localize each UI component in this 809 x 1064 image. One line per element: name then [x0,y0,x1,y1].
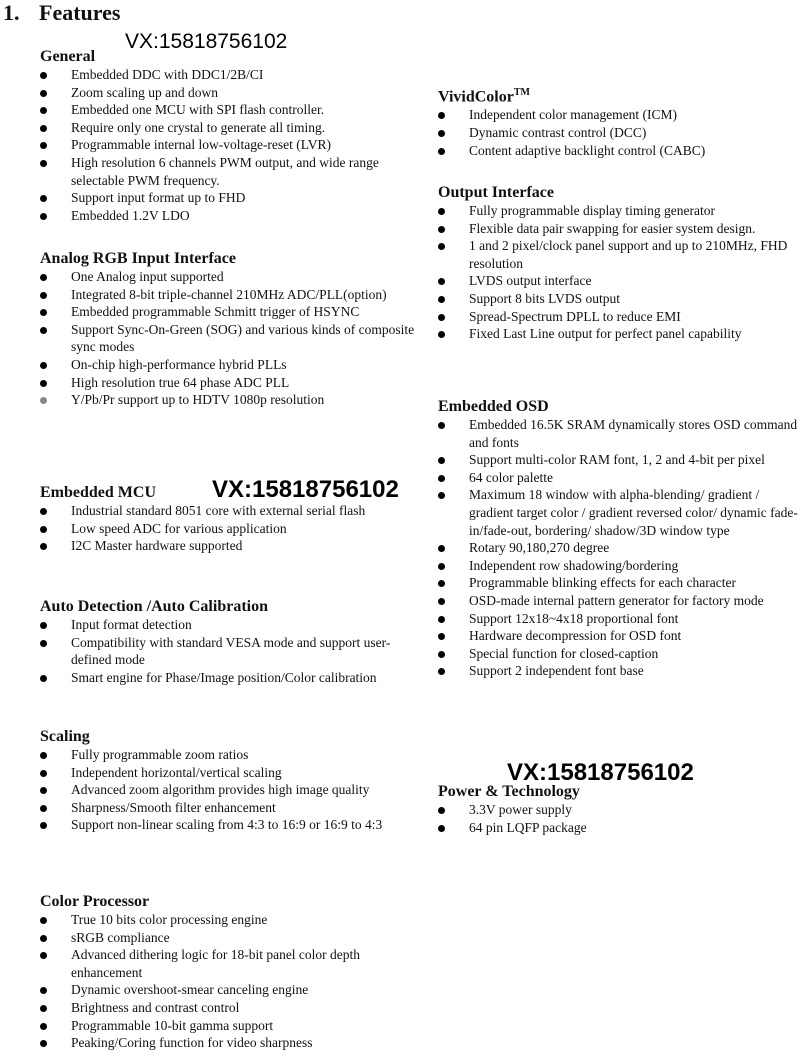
list-item [40,669,415,687]
list-item-text: OSD-made internal pattern generator for factory mode [469,592,764,608]
left-section-2 [40,250,415,409]
list-item [40,154,415,189]
left-section-6 [40,893,415,1052]
trademark-sup: TM [513,87,530,98]
bullet-icon [438,112,445,119]
list-item-text: Advanced dithering logic for 18-bit panel color depth enhancement [71,947,361,980]
list-item-text: Dynamic overshoot-smear canceling engine [71,982,309,998]
list-item [40,84,415,102]
list-item [40,981,415,999]
bullet-icon [40,770,47,777]
list-item-text: Support 8 bits LVDS output [469,290,621,306]
bullet-icon [40,107,47,114]
bullet-icon [438,208,445,215]
bullet-list [438,202,798,343]
list-item-text: Smart engine for Phase/Image position/Color calibration [71,669,377,685]
section-heading: Power & Technology [438,783,580,800]
right-section-1 [438,84,798,159]
list-item [438,610,798,628]
bullet-icon [40,274,47,281]
left-section-4 [40,598,415,686]
list-item-text: Support 2 independent font base [469,663,644,679]
bullet-icon [438,130,445,137]
bullet-list [40,746,415,834]
bullet-icon [40,640,47,647]
watermark: VX:15818756102 [212,476,399,503]
bullet-icon [40,160,47,167]
list-item-text: Brightness and contrast control [71,999,240,1015]
list-item-text: Input format detection [71,617,192,632]
bullet-icon [438,331,445,338]
bullet-icon [40,935,47,942]
list-item-text: I2C Master hardware supported [71,538,243,554]
bullet-icon [438,475,445,482]
list-item [40,356,415,374]
bullet-icon [438,616,445,623]
bullet-icon [40,508,47,515]
list-item [40,929,415,947]
list-item [40,374,415,392]
bullet-icon [40,675,47,682]
section-heading: Scaling [40,728,90,745]
section-heading: Output Interface [438,184,554,201]
bullet-icon [438,457,445,464]
list-item [40,303,415,321]
bullet-icon [438,492,445,499]
bullet-icon [40,543,47,550]
bullet-icon [438,148,445,155]
bullet-list [438,416,798,680]
bullet-icon [438,545,445,552]
list-item-text: Independent row shadowing/bordering [469,557,679,573]
left-section-3 [40,484,415,555]
list-item [438,592,798,610]
list-item [40,816,415,834]
list-item [40,616,415,634]
bullet-icon [438,278,445,285]
list-item [438,106,798,124]
list-item [40,911,415,929]
bullet-icon [40,526,47,533]
list-item [40,66,415,84]
list-item-text: One Analog input supported [71,269,224,284]
list-item-text: Require only one crystal to generate all timing. [71,119,326,135]
list-item-text: Special function for closed-caption [469,645,659,661]
list-item [40,946,415,981]
list-item-text: Maximum 18 window with alpha-blending/ gradient / gradient target color / gradient reversed color/ dynamic fade-in/fade-out, bordering/ shadow/3D window type [469,487,798,538]
list-item-text: Rotary 90,180,270 degree [469,540,610,556]
list-item [40,189,415,207]
section-heading: General [40,48,96,65]
list-item [40,1034,415,1052]
list-item [438,308,798,326]
bullet-icon [40,327,47,334]
bullet-icon [40,362,47,369]
list-item [438,539,798,557]
list-item-text: Dynamic contrast control (DCC) [469,124,647,140]
list-item-text: Fully programmable zoom ratios [71,747,249,762]
bullet-icon [40,952,47,959]
bullet-icon [40,1023,47,1030]
section-number: 1. [3,0,20,25]
list-item [438,469,798,487]
bullet-icon [438,598,445,605]
list-item-text: sRGB compliance [71,929,170,945]
watermark: VX:15818756102 [507,759,694,786]
list-item [40,746,415,764]
bullet-icon [40,1005,47,1012]
list-item [40,634,415,669]
list-item [438,202,798,220]
list-item-text: 64 color palette [469,469,553,485]
bullet-list [40,616,415,686]
list-item-text: Support Sync-On-Green (SOG) and various kinds of composite sync modes [71,321,415,355]
list-item-text: Embedded programmable Schmitt trigger of HSYNC [71,304,360,320]
list-item-text: 64 pin LQFP package [469,819,587,835]
list-item-text: Advanced zoom algorithm provides high image quality [71,782,370,798]
list-item-text: Content adaptive backlight control (CABC) [469,142,706,158]
list-item-text: Zoom scaling up and down [71,84,218,100]
list-item [438,272,798,290]
page-title [3,0,120,26]
bullet-icon [438,825,445,832]
list-item-text: Independent color management (ICM) [469,107,678,123]
list-item-text: Compatibility with standard VESA mode and support user-defined mode [71,634,391,668]
list-item [438,801,798,819]
list-item-text: Programmable 10-bit gamma support [71,1017,274,1033]
bullet-list [40,911,415,1052]
list-item [40,286,415,304]
bullet-icon [40,213,47,220]
bullet-icon [40,805,47,812]
list-item-text: True 10 bits color processing engine [71,912,268,927]
list-item [40,321,415,356]
list-item [40,799,415,817]
list-item [40,101,415,119]
right-section-2 [438,184,798,343]
section-heading: Analog RGB Input Interface [40,250,237,267]
list-item-text: Fully programmable display timing generator [469,203,715,218]
list-item-text: Integrated 8-bit triple-channel 210MHz ADC/PLL(option) [71,286,387,302]
bullet-icon [40,142,47,149]
bullet-icon [40,195,47,202]
bullet-icon [40,917,47,924]
list-item [438,486,798,539]
list-item [438,645,798,663]
list-item [438,124,798,142]
list-item-text: 1 and 2 pixel/clock panel support and up to 210MHz, FHD resolution [469,238,788,271]
list-item [438,220,798,238]
section-heading: Auto Detection /Auto Calibration [40,598,268,615]
section-heading: VividColor™ [438,87,530,106]
bullet-icon [438,563,445,570]
list-item [40,502,415,520]
list-item-text: Flexible data pair swapping for easier system design. [469,220,756,236]
list-item-text: Support 12x18~4x18 proportional font [469,610,679,626]
list-item [438,142,798,160]
list-item-text: High resolution 6 channels PWM output, and wide range selectable PWM frequency. [71,154,379,188]
list-item-text: High resolution true 64 phase ADC PLL [71,374,290,390]
section-heading: Embedded OSD [438,398,549,415]
list-item [40,520,415,538]
left-section-5 [40,728,415,834]
list-item-text: Embedded one MCU with SPI flash controller. [71,102,325,118]
bullet-icon [438,633,445,640]
bullet-icon [438,580,445,587]
list-item [40,781,415,799]
list-item [438,574,798,592]
list-item [438,627,798,645]
list-item-text: Sharpness/Smooth filter enhancement [71,799,276,815]
bullet-icon [40,1040,47,1047]
list-item-text: LVDS output interface [469,273,592,289]
bullet-icon [40,397,47,404]
list-item [40,119,415,137]
bullet-icon [40,125,47,132]
list-item [40,1017,415,1035]
list-item [438,557,798,575]
left-section-1 [40,48,415,224]
bullet-icon [40,987,47,994]
bullet-list [438,106,798,159]
bullet-icon [438,668,445,675]
right-section-4 [438,783,798,836]
list-item [438,662,798,680]
list-item-text: On-chip high-performance hybrid PLLs [71,356,287,372]
list-item-text: Industrial standard 8051 core with external serial flash [71,503,366,518]
list-item [40,391,415,409]
bullet-icon [40,752,47,759]
list-item [40,999,415,1017]
list-item-text: Embedded 1.2V LDO [71,207,190,223]
list-item [40,764,415,782]
list-item [40,207,415,225]
list-item-text: Peaking/Coring function for video sharpness [71,1035,313,1051]
list-item [438,416,798,451]
section-title: Features [39,0,121,25]
list-item [40,136,415,154]
list-item [438,290,798,308]
list-item [438,237,798,272]
section-heading: Embedded MCU [40,484,157,501]
list-item-text: Support multi-color RAM font, 1, 2 and 4-bit per pixel [469,452,765,468]
list-item-text: Programmable internal low-voltage-reset (LVR) [71,137,332,153]
bullet-icon [438,314,445,321]
list-item [438,325,798,343]
right-section-3 [438,398,798,680]
bullet-icon [40,622,47,629]
list-item-text: Spread-Spectrum DPLL to reduce EMI [469,308,681,324]
list-item-text: Hardware decompression for OSD font [469,628,682,644]
bullet-icon [438,651,445,658]
bullet-icon [438,226,445,233]
list-item-text: Y/Pb/Pr support up to HDTV 1080p resolution [71,392,325,408]
list-item [40,268,415,286]
bullet-icon [40,292,47,299]
bullet-list [438,801,798,836]
bullet-icon [438,422,445,429]
bullet-list [40,66,415,224]
bullet-icon [40,90,47,97]
bullet-icon [40,787,47,794]
bullet-icon [438,807,445,814]
list-item-text: Support non-linear scaling from 4:3 to 16:9 or 16:9 to 4:3 [71,817,383,833]
list-item-text: Embedded 16.5K SRAM dynamically stores OSD command and fonts [469,417,798,450]
bullet-icon [40,822,47,829]
section-heading: Color Processor [40,893,150,910]
list-item-text: 3.3V power supply [469,802,572,817]
bullet-list [40,502,415,555]
list-item-text: Programmable blinking effects for each character [469,575,737,591]
bullet-icon [438,296,445,303]
list-item-text: Low speed ADC for various application [71,520,287,536]
bullet-icon [40,309,47,316]
list-item-text: Support input format up to FHD [71,190,246,206]
list-item [438,819,798,837]
list-item-text: Embedded DDC with DDC1/2B/CI [71,67,264,82]
bullet-list [40,268,415,409]
list-item [438,451,798,469]
bullet-icon [40,380,47,387]
watermark: VX:15818756102 [125,30,288,53]
bullet-icon [438,243,445,250]
list-item-text: Fixed Last Line output for perfect panel capability [469,326,742,342]
bullet-icon [40,72,47,79]
list-item [40,537,415,555]
list-item-text: Independent horizontal/vertical scaling [71,764,282,780]
